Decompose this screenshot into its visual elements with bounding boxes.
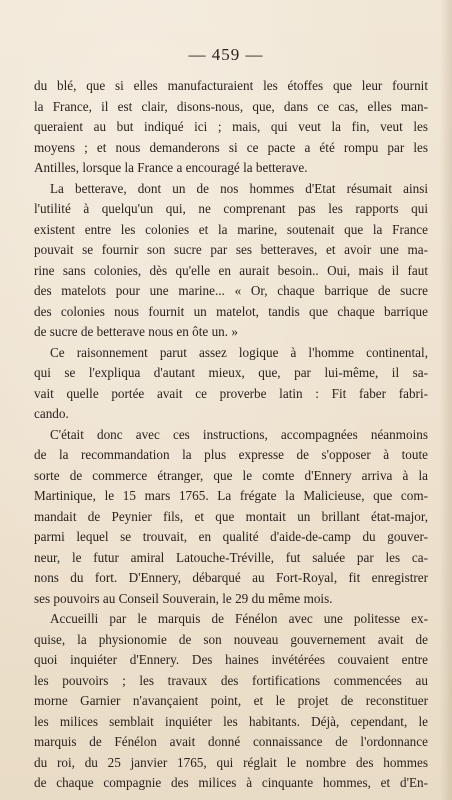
- text-line: Martinique, le 15 mars 1765. La frégate la Malicieuse, que com-: [34, 488, 428, 503]
- text-line: morne Garnier n'avançaient point, et le projet de reconstituer: [34, 693, 428, 708]
- paragraph: [34, 179, 428, 343]
- page-body: [34, 76, 428, 794]
- text-line: marquis de Fénélon avait donné connaissance de l'ordonnance: [34, 734, 428, 749]
- text-line: les pouvoirs ; les travaux des fortifications commencées au: [34, 672, 428, 688]
- text-line: quise, la physionomie de son nouveau gouvernement avait de: [34, 631, 428, 647]
- text-line: sorte de commerce étranger, que le comte d'Ennery arriva à la: [34, 467, 428, 483]
- text-line: La betterave, dont un de nos hommes d'Etat résumait ainsi: [50, 180, 428, 196]
- text-line: C'était donc avec ces instructions, accompagnées néanmoins: [50, 426, 428, 442]
- text-line: des matelots pour une marine... « Or, chaque barrique de sucre: [34, 283, 428, 298]
- paragraph: [34, 425, 428, 610]
- text-line: cando.: [34, 406, 69, 421]
- text-line: pouvait se fournir son sucre par ses betteraves, et avoir une ma-: [34, 242, 428, 257]
- text-line: de la recommandation la plus expresse de s'opposer à toute: [34, 447, 428, 462]
- paragraph: [34, 76, 428, 179]
- page-number: — 459 —: [188, 45, 264, 64]
- text-line: quoi inquiéter d'Ennery. Des haines invétérées couvaient entre: [34, 652, 428, 667]
- text-line: existent entre les colonies et la marine, soutenait que la France: [34, 221, 428, 237]
- text-line: la France, il est clair, disons-nous, que, dans ce cas, elles man-: [34, 98, 428, 114]
- text-line: l'utilité à quelqu'un qui, ne comprenant pas les rapports qui: [34, 201, 428, 216]
- text-line: les milices semblait inquiéter les habitants. Déjà, cependant, le: [34, 713, 428, 729]
- text-line: de sucre de betterave nous en ôte un. »: [34, 324, 238, 339]
- text-line: neur, le futur amiral Latouche-Tréville, fut saluée par les ca-: [34, 549, 428, 565]
- text-line: nons du fort. D'Ennery, débarqué au Fort-Royal, fit enregistrer: [34, 570, 428, 585]
- text-line: du roi, du 25 janvier 1765, qui réglait le nombre des hommes: [34, 754, 428, 770]
- text-line: ses pouvoirs au Conseil Souverain, le 29 du même mois.: [34, 590, 333, 606]
- text-line: parmi lequel se trouvait, en qualité d'aide-de-camp du gouver-: [34, 529, 428, 544]
- text-line: vait quelle portée avait ce proverbe latin : Fit faber fabri-: [34, 385, 428, 401]
- text-line: rine sans colonies, dès qu'elle en aurait besoin.. Oui, mais il faut: [34, 262, 428, 278]
- text-line: de chaque compagnie des milices à cinquante hommes, et d'En-: [34, 775, 428, 790]
- text-line: du blé, que si elles manufacturaient les étoffes que leur fournit: [34, 78, 428, 93]
- text-line: qui se l'expliqua d'autant mieux, que, par lui-même, il sa-: [34, 365, 428, 380]
- text-line: queraient au but indiqué ici ; mais, qui veut la fin, veut les: [34, 119, 428, 134]
- text-line: Antilles, lorsque la France a encouragé la betterave.: [34, 160, 308, 175]
- text-line: mandait de Peynier fils, et que montait un brillant état-major,: [34, 508, 428, 524]
- text-line: des colonies nous fournit un matelot, tandis que chaque barrique: [34, 303, 428, 319]
- text-line: moyens ; et nous demanderons si ce pacte a été rompu par les: [34, 139, 428, 155]
- text-line: Accueilli par le marquis de Fénélon avec une politesse ex-: [50, 611, 428, 626]
- text-line: Ce raisonnement parut assez logique à l'homme continental,: [50, 344, 428, 360]
- paragraph: [34, 343, 428, 425]
- paragraph: [34, 609, 428, 794]
